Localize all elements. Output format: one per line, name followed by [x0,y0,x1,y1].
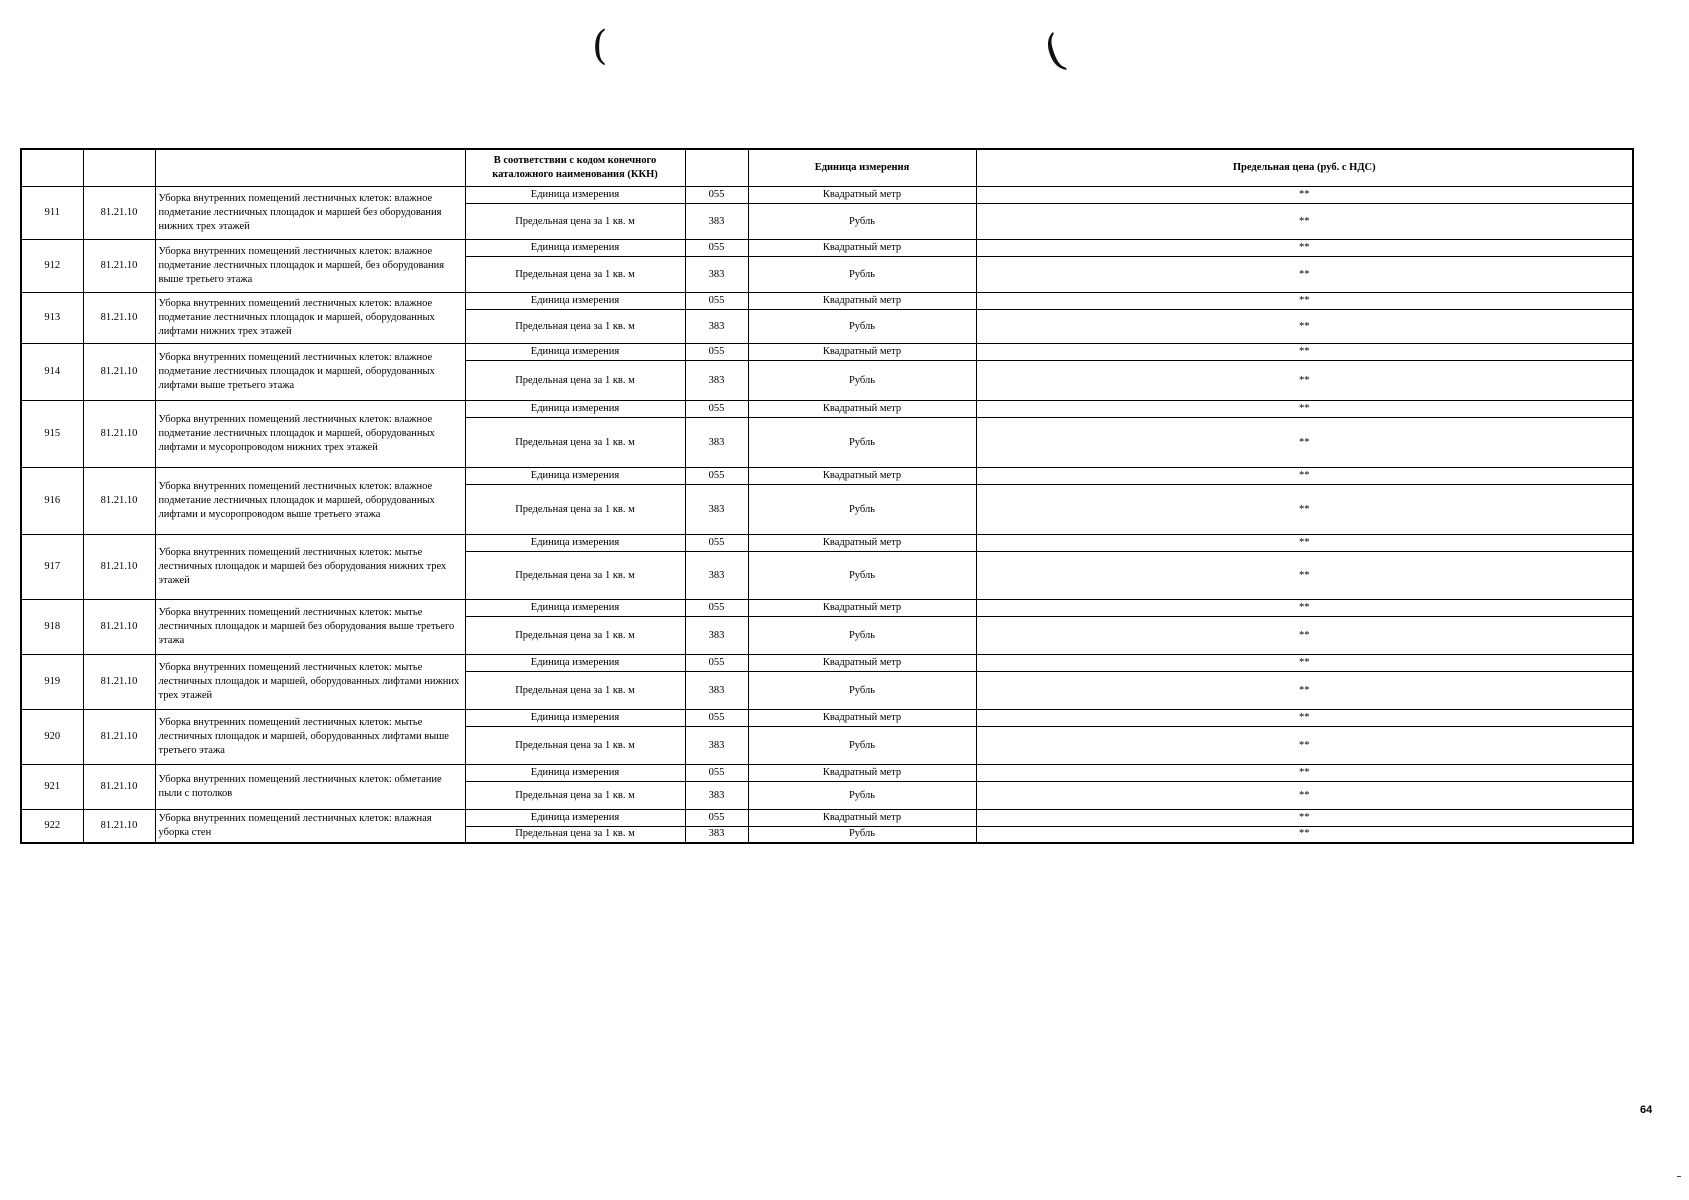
row-price-code: 383 [685,485,748,535]
scan-artifact-corner [1677,1176,1681,1177]
table-row [21,655,1633,672]
row-okpd-code: 81.21.10 [83,344,155,401]
price-table [20,148,1634,844]
row-unit-label: Единица измерения [465,655,685,672]
row-unit-name: Квадратный метр [748,293,976,310]
row-okpd-code: 81.21.10 [83,600,155,655]
row-unit-code: 055 [685,765,748,782]
row-unit-value: ** [976,810,1633,827]
row-unit-name: Квадратный метр [748,535,976,552]
row-description: Уборка внутренних помещений лестничных клеток: влажное подметание лестничных площадок и маршей, оборудованных лифтами выше третьего этажа [155,344,465,401]
row-price-value: ** [976,310,1633,344]
row-unit-label: Единица измерения [465,535,685,552]
row-okpd-code: 81.21.10 [83,401,155,468]
row-price-code: 383 [685,257,748,293]
row-unit-label: Единица измерения [465,468,685,485]
row-price-value: ** [976,418,1633,468]
row-price-value: ** [976,257,1633,293]
page-number: 64 [1640,1104,1653,1116]
row-number: 911 [21,187,83,240]
table-row [21,710,1633,727]
row-unit-code: 055 [685,468,748,485]
row-description: Уборка внутренних помещений лестничных клеток: мытье лестничных площадок и маршей без оборудования выше третьего этажа [155,600,465,655]
row-unit-label: Единица измерения [465,344,685,361]
row-description: Уборка внутренних помещений лестничных клеток: влажное подметание лестничных площадок и маршей, оборудованных лифтами нижних трех этажей [155,293,465,344]
table-body [21,187,1633,843]
row-unit-value: ** [976,765,1633,782]
row-okpd-code: 81.21.10 [83,468,155,535]
row-unit-value: ** [976,187,1633,204]
row-currency: Рубль [748,204,976,240]
row-price-value: ** [976,727,1633,765]
table-row [21,765,1633,782]
row-price-label: Предельная цена за 1 кв. м [465,485,685,535]
row-number: 915 [21,401,83,468]
header-desc [155,149,465,187]
row-number: 919 [21,655,83,710]
row-price-code: 383 [685,418,748,468]
row-description: Уборка внутренних помещений лестничных клеток: влажное подметание лестничных площадок и маршей, оборудованных лифтами и мусоропроводом нижних трех этажей [155,401,465,468]
table-row [21,810,1633,827]
row-description: Уборка внутренних помещений лестничных клеток: мытье лестничных площадок и маршей, оборудованных лифтами нижних трех этажей [155,655,465,710]
table-row [21,600,1633,617]
row-price-value: ** [976,485,1633,535]
row-description: Уборка внутренних помещений лестничных клеток: мытье лестничных площадок и маршей без оборудования нижних трех этажей [155,535,465,600]
row-unit-name: Квадратный метр [748,600,976,617]
row-currency: Рубль [748,485,976,535]
row-unit-name: Квадратный метр [748,468,976,485]
row-price-label: Предельная цена за 1 кв. м [465,827,685,843]
row-unit-name: Квадратный метр [748,655,976,672]
row-unit-name: Квадратный метр [748,187,976,204]
row-price-label: Предельная цена за 1 кв. м [465,418,685,468]
row-unit-code: 055 [685,535,748,552]
row-currency: Рубль [748,310,976,344]
row-okpd-code: 81.21.10 [83,765,155,810]
row-unit-code: 055 [685,240,748,257]
row-unit-value: ** [976,401,1633,418]
row-currency: Рубль [748,257,976,293]
row-number: 918 [21,600,83,655]
row-number: 913 [21,293,83,344]
row-price-code: 383 [685,552,748,600]
row-unit-value: ** [976,468,1633,485]
table-row [21,187,1633,204]
row-price-value: ** [976,782,1633,810]
row-currency: Рубль [748,552,976,600]
row-price-code: 383 [685,310,748,344]
row-number: 922 [21,810,83,843]
row-price-label: Предельная цена за 1 кв. м [465,782,685,810]
row-unit-value: ** [976,710,1633,727]
row-price-code: 383 [685,727,748,765]
row-okpd-code: 81.21.10 [83,293,155,344]
table-row [21,535,1633,552]
row-okpd-code: 81.21.10 [83,655,155,710]
row-currency: Рубль [748,361,976,401]
row-unit-label: Единица измерения [465,401,685,418]
row-price-label: Предельная цена за 1 кв. м [465,204,685,240]
scan-artifact-left: ( [592,23,608,69]
row-price-code: 383 [685,827,748,843]
row-price-value: ** [976,617,1633,655]
row-okpd-code: 81.21.10 [83,535,155,600]
row-description: Уборка внутренних помещений лестничных клеток: влажное подметание лестничных площадок и маршей без оборудования нижних трех этажей [155,187,465,240]
row-price-label: Предельная цена за 1 кв. м [465,361,685,401]
table-row [21,401,1633,418]
row-unit-code: 055 [685,187,748,204]
row-number: 917 [21,535,83,600]
row-currency: Рубль [748,672,976,710]
row-price-value: ** [976,361,1633,401]
row-unit-value: ** [976,240,1633,257]
table-row [21,468,1633,485]
row-unit-name: Квадратный метр [748,810,976,827]
row-number: 914 [21,344,83,401]
row-currency: Рубль [748,827,976,843]
row-okpd-code: 81.21.10 [83,810,155,843]
row-unit-name: Квадратный метр [748,344,976,361]
row-unit-name: Квадратный метр [748,240,976,257]
header-row [21,149,1633,187]
row-unit-code: 055 [685,293,748,310]
row-description: Уборка внутренних помещений лестничных клеток: влажное подметание лестничных площадок и маршей, без оборудования выше третьего этажа [155,240,465,293]
row-unit-label: Единица измерения [465,600,685,617]
header-kind: В соответствии с кодом конечного каталожного наименования (ККН) [465,149,685,187]
row-price-label: Предельная цена за 1 кв. м [465,617,685,655]
table-row [21,240,1633,257]
row-unit-label: Единица измерения [465,240,685,257]
row-unit-value: ** [976,600,1633,617]
row-unit-value: ** [976,293,1633,310]
row-unit-code: 055 [685,710,748,727]
row-price-code: 383 [685,617,748,655]
row-unit-label: Единица измерения [465,765,685,782]
row-unit-label: Единица измерения [465,710,685,727]
header-num [21,149,83,187]
row-price-code: 383 [685,361,748,401]
row-unit-code: 055 [685,401,748,418]
row-unit-value: ** [976,535,1633,552]
row-okpd-code: 81.21.10 [83,187,155,240]
row-number: 920 [21,710,83,765]
row-currency: Рубль [748,782,976,810]
row-description: Уборка внутренних помещений лестничных клеток: обметание пыли с потолков [155,765,465,810]
row-description: Уборка внутренних помещений лестничных клеток: влажное подметание лестничных площадок и маршей, оборудованных лифтами и мусоропроводом выше третьего этажа [155,468,465,535]
table-row [21,293,1633,310]
header-unit: Единица измерения [748,149,976,187]
row-price-label: Предельная цена за 1 кв. м [465,552,685,600]
header-price: Предельная цена (руб. с НДС) [976,149,1633,187]
row-unit-code: 055 [685,655,748,672]
row-currency: Рубль [748,617,976,655]
row-price-value: ** [976,672,1633,710]
row-price-value: ** [976,552,1633,600]
row-price-code: 383 [685,204,748,240]
row-unit-value: ** [976,344,1633,361]
row-number: 916 [21,468,83,535]
row-price-code: 383 [685,672,748,710]
row-price-label: Предельная цена за 1 кв. м [465,257,685,293]
row-price-label: Предельная цена за 1 кв. м [465,310,685,344]
row-okpd-code: 81.21.10 [83,710,155,765]
row-price-value: ** [976,204,1633,240]
row-unit-code: 055 [685,810,748,827]
row-unit-code: 055 [685,600,748,617]
row-number: 921 [21,765,83,810]
table-row [21,344,1633,361]
row-unit-value: ** [976,655,1633,672]
row-unit-code: 055 [685,344,748,361]
row-unit-name: Квадратный метр [748,710,976,727]
row-okpd-code: 81.21.10 [83,240,155,293]
row-price-label: Предельная цена за 1 кв. м [465,672,685,710]
row-number: 912 [21,240,83,293]
row-description: Уборка внутренних помещений лестничных клеток: мытье лестничных площадок и маршей, оборудованных лифтами выше третьего этажа [155,710,465,765]
row-price-value: ** [976,827,1633,843]
header-kkn [685,149,748,187]
row-currency: Рубль [748,727,976,765]
scan-artifact-right: ( [1037,24,1072,79]
row-unit-label: Единица измерения [465,293,685,310]
row-description: Уборка внутренних помещений лестничных клеток: влажная уборка стен [155,810,465,843]
row-currency: Рубль [748,418,976,468]
header-code [83,149,155,187]
row-price-label: Предельная цена за 1 кв. м [465,727,685,765]
row-unit-label: Единица измерения [465,810,685,827]
row-unit-name: Квадратный метр [748,401,976,418]
row-unit-name: Квадратный метр [748,765,976,782]
row-price-code: 383 [685,782,748,810]
row-unit-label: Единица измерения [465,187,685,204]
